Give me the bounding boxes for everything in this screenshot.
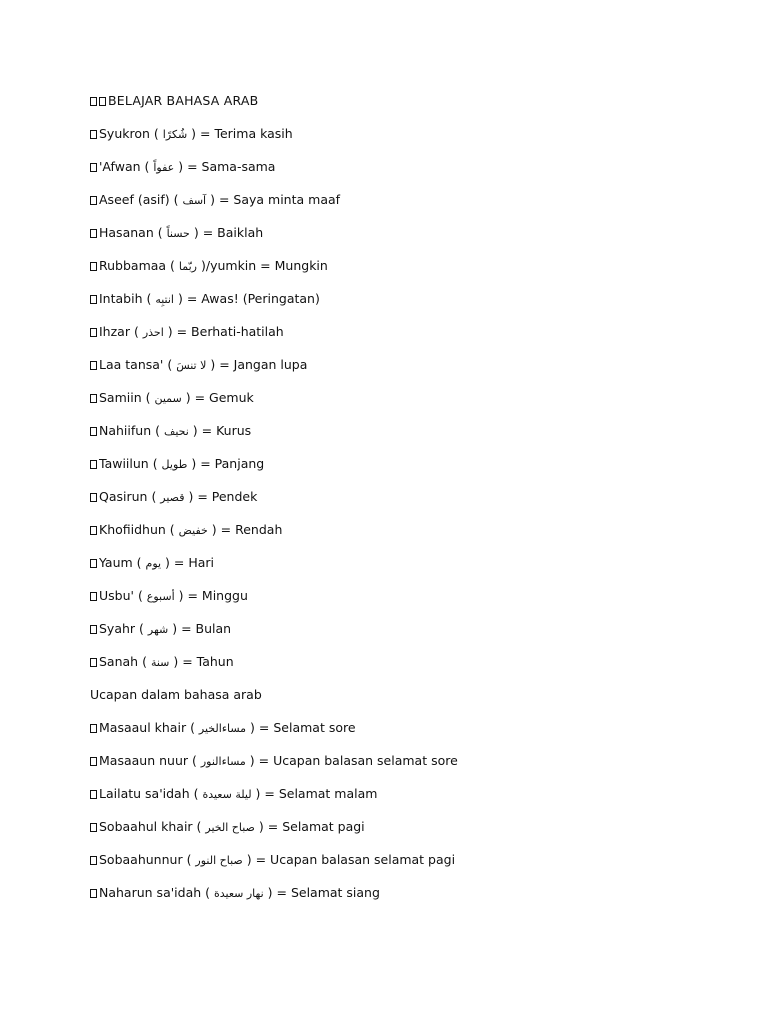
vocab-entry: Yaum ( يوم ) = Hari (90, 552, 730, 585)
missing-glyph-icon (90, 427, 97, 436)
missing-glyph-icon (90, 724, 97, 733)
vocab-entry: Sanah ( سنة ) = Tahun (90, 651, 730, 684)
entry-meaning: Minggu (201, 588, 248, 603)
entry-latin: Syukron (99, 126, 150, 141)
entry-meaning: Bulan (195, 621, 232, 636)
missing-glyph-icon (90, 97, 97, 106)
entry-meaning: Selamat siang (290, 885, 380, 900)
vocab-entry: Syukron ( شُكرًا ) = Terima kasih (90, 123, 730, 156)
entry-meaning: Tahun (196, 654, 234, 669)
missing-glyph-icon (90, 262, 97, 271)
entry-arabic: ربّما (178, 260, 197, 273)
entry-meaning: Selamat sore (273, 720, 356, 735)
entry-latin: Ihzar (99, 324, 130, 339)
entry-arabic: لا تنسَ (176, 359, 207, 372)
entry-arabic: يوم (145, 557, 162, 570)
entry-meaning: Hari (188, 555, 215, 570)
entry-latin: Usbu' (99, 588, 134, 603)
missing-glyph-icon (90, 856, 97, 865)
vocab-entry: Masaaul khair ( مساءالخير ) = Selamat sore (90, 717, 730, 750)
vocab-entry: 'Afwan ( عفواً ) = Sama-sama (90, 156, 730, 189)
vocab-entry: Aseef (asif) ( آسف ) = Saya minta maaf (90, 189, 730, 222)
missing-glyph-icon (90, 295, 97, 304)
entry-arabic: سنة (150, 656, 170, 669)
entry-latin: Naharun sa'idah (99, 885, 202, 900)
vocab-entry: Usbu' ( أسبوع ) = Minggu (90, 585, 730, 618)
entry-arabic: صباح الخير (205, 821, 255, 834)
missing-glyph-icon (90, 493, 97, 502)
missing-glyph-icon (90, 460, 97, 469)
entry-meaning: Baiklah (217, 225, 264, 240)
entry-arabic: سمين (154, 392, 182, 405)
entry-suffix: /yumkin (205, 258, 257, 273)
vocab-entry: Ihzar ( احذر ) = Berhati-hatilah (90, 321, 730, 354)
vocab-entry: Samiin ( سمين ) = Gemuk (90, 387, 730, 420)
missing-glyph-icon (90, 196, 97, 205)
entry-meaning: Terima kasih (214, 126, 293, 141)
entry-meaning: Ucapan balasan selamat pagi (270, 852, 456, 867)
vocab-entry: Intabih ( انتبِه ) = Awas! (Peringatan) (90, 288, 730, 321)
entry-meaning: Jangan lupa (233, 357, 308, 372)
entry-arabic: نحيف (163, 425, 189, 438)
entry-meaning: Kurus (216, 423, 252, 438)
vocabulary-list (90, 123, 730, 684)
vocab-entry: Naharun sa'idah ( نهار سعيدة ) = Selamat siang (90, 882, 730, 915)
entry-latin: Intabih (99, 291, 143, 306)
entry-meaning: Pendek (211, 489, 258, 504)
entry-arabic: قصير (160, 491, 185, 504)
document-body (90, 90, 730, 915)
vocab-entry: Sobaahunnur ( صباح النور ) = Ucapan balasan selamat pagi (90, 849, 730, 882)
entry-latin: Lailatu sa'idah (99, 786, 190, 801)
entry-meaning: Selamat pagi (282, 819, 365, 834)
entry-arabic: شُكرًا (162, 128, 188, 141)
entry-latin: 'Afwan (99, 159, 141, 174)
entry-arabic: حسناً (166, 227, 190, 240)
entry-latin: Sobaahul khair (99, 819, 193, 834)
entry-meaning: Ucapan balasan selamat sore (273, 753, 458, 768)
vocab-entry: Masaaun nuur ( مساءالنور ) = Ucapan balasan selamat sore (90, 750, 730, 783)
missing-glyph-icon (90, 361, 97, 370)
missing-glyph-icon (90, 823, 97, 832)
title-text: BELAJAR BAHASA ARAB (108, 93, 259, 108)
entry-latin: Nahiifun (99, 423, 152, 438)
vocab-entry: Khofiidhun ( خفيض ) = Rendah (90, 519, 730, 552)
entry-meaning: Mungkin (274, 258, 328, 273)
entry-arabic: خفيض (178, 524, 208, 537)
entry-meaning: Rendah (235, 522, 283, 537)
entry-latin: Sanah (99, 654, 139, 669)
entry-latin: Samiin (99, 390, 142, 405)
entry-arabic: مساءالخير (198, 722, 247, 735)
missing-glyph-icon (90, 328, 97, 337)
missing-glyph-icon (90, 592, 97, 601)
document-title (90, 90, 730, 123)
entry-latin: Yaum (99, 555, 133, 570)
entry-latin: Tawiilun (99, 456, 149, 471)
missing-glyph-icon (90, 625, 97, 634)
missing-glyph-icon (90, 559, 97, 568)
vocab-entry: Nahiifun ( نحيف ) = Kurus (90, 420, 730, 453)
entry-latin: Laa tansa' (99, 357, 164, 372)
entry-arabic: صباح النور (195, 854, 243, 867)
entry-arabic: عفواً (153, 161, 175, 174)
missing-glyph-icon (90, 757, 97, 766)
vocab-entry: Sobaahul khair ( صباح الخير ) = Selamat pagi (90, 816, 730, 849)
missing-glyph-icon (90, 229, 97, 238)
vocab-entry: Hasanan ( حسناً ) = Baiklah (90, 222, 730, 255)
missing-glyph-icon (90, 790, 97, 799)
entry-latin: Hasanan (99, 225, 154, 240)
greetings-list (90, 717, 730, 915)
entry-meaning: Awas! (Peringatan) (201, 291, 320, 306)
entry-arabic: ليلة سعيدة (202, 788, 252, 801)
entry-meaning: Berhati-hatilah (191, 324, 284, 339)
entry-latin: Aseef (asif) (99, 192, 170, 207)
vocab-entry: Lailatu sa'idah ( ليلة سعيدة ) = Selamat malam (90, 783, 730, 816)
entry-latin: Khofiidhun (99, 522, 166, 537)
entry-arabic: نهار سعيدة (213, 887, 264, 900)
missing-glyph-icon (90, 889, 97, 898)
missing-glyph-icon (90, 658, 97, 667)
entry-arabic: احذر (142, 326, 164, 339)
entry-meaning: Panjang (214, 456, 265, 471)
vocab-entry: Qasirun ( قصير ) = Pendek (90, 486, 730, 519)
entry-latin: Syahr (99, 621, 136, 636)
entry-arabic: شهر (147, 623, 169, 636)
section-heading: Ucapan dalam bahasa arab (90, 687, 262, 702)
entry-latin: Masaaun nuur (99, 753, 189, 768)
entry-meaning: Gemuk (209, 390, 254, 405)
entry-meaning: Selamat malam (278, 786, 378, 801)
entry-latin: Masaaul khair (99, 720, 187, 735)
missing-glyph-icon (99, 97, 106, 106)
missing-glyph-icon (90, 394, 97, 403)
missing-glyph-icon (90, 163, 97, 172)
missing-glyph-icon (90, 526, 97, 535)
entry-arabic: مساءالنور (200, 755, 246, 768)
entry-meaning: Sama-sama (201, 159, 276, 174)
entry-latin: Sobaahunnur (99, 852, 183, 867)
entry-arabic: آسف (182, 194, 207, 207)
entry-latin: Qasirun (99, 489, 148, 504)
entry-meaning: Saya minta maaf (233, 192, 341, 207)
vocab-entry: Rubbamaa ( ربّما )/yumkin = Mungkin (90, 255, 730, 288)
vocab-entry: Tawiilun ( طويل ) = Panjang (90, 453, 730, 486)
entry-arabic: أسبوع (146, 590, 175, 603)
missing-glyph-icon (90, 130, 97, 139)
entry-arabic: انتبِه (155, 293, 174, 306)
entry-arabic: طويل (161, 458, 188, 471)
vocab-entry: Syahr ( شهر ) = Bulan (90, 618, 730, 651)
vocab-entry: Laa tansa' ( لا تنسَ ) = Jangan lupa (90, 354, 730, 387)
entry-latin: Rubbamaa (99, 258, 167, 273)
